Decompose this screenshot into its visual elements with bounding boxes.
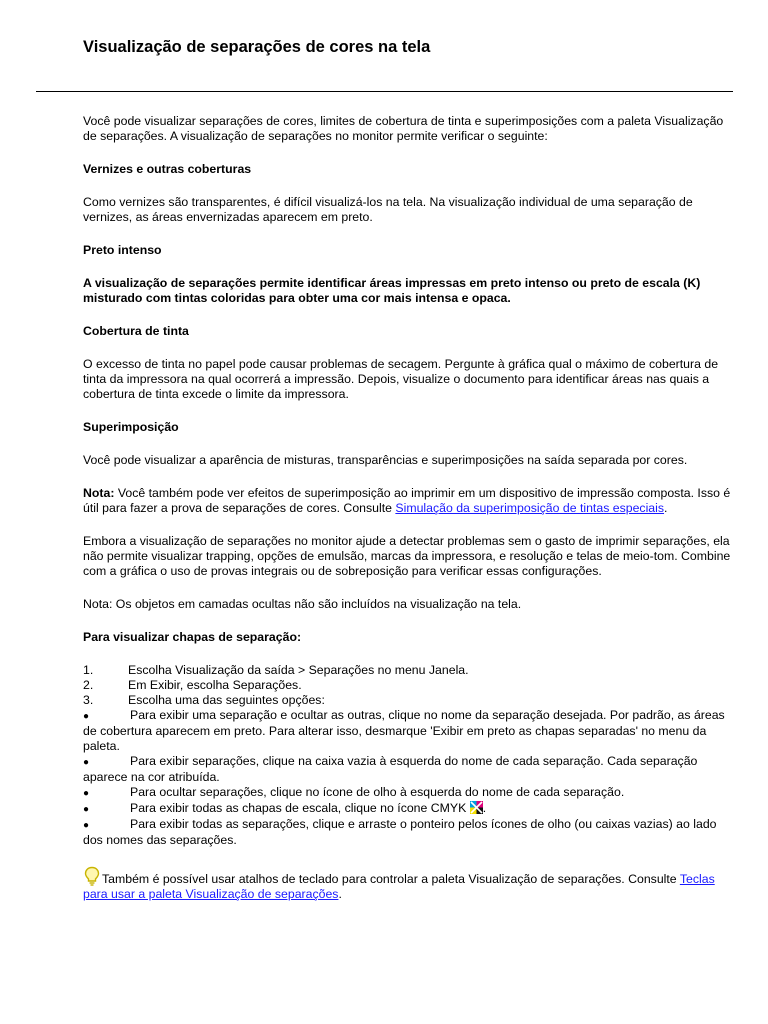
- article-body: [83, 114, 733, 920]
- bullet-item: [83, 785, 733, 801]
- bullet-icon: ●: [83, 757, 90, 768]
- bullet-text: Para exibir separações, clique na caixa vazia à esquerda do nome de cada separação. Cada separação aparece na cor atribuída.: [83, 754, 698, 784]
- note-end: .: [664, 501, 668, 515]
- bullet-text: Para exibir todas as chapas de escala, clique no ícone CMYK: [130, 801, 470, 815]
- bullet-item: [83, 754, 733, 785]
- note-label: Nota:: [83, 486, 115, 500]
- title-divider: [36, 91, 733, 92]
- bullet-icon: ●: [83, 820, 90, 831]
- bullet-end: .: [482, 801, 487, 815]
- section-heading-preto: Preto intenso: [83, 243, 162, 257]
- page-title: Visualização de separações de cores na tela: [83, 38, 431, 56]
- section-text-vernizes: Como vernizes são transparentes, é difícil visualizá-los na tela. Na visualização individual de uma separação de vernizes, as áreas envernizadas aparecem em preto.: [83, 195, 693, 224]
- section-text-preto: A visualização de separações permite identificar áreas impressas em preto intenso ou preto de escala (K) misturado com tintas coloridas para obter uma cor mais intensa e opaca.: [83, 276, 701, 305]
- overprint-simulation-link[interactable]: Simulação da superimposição de tintas especiais: [395, 501, 665, 515]
- step-item: [83, 693, 733, 708]
- step-item: [83, 678, 733, 693]
- lightbulb-icon: [83, 866, 101, 886]
- section-text-superimposicao: Você pode visualizar a aparência de misturas, transparências e superimposições na saída separada por cores.: [83, 453, 688, 467]
- intro-paragraph: Você pode visualizar separações de cores, limites de cobertura de tinta e superimposições com a paleta Visualização de separações. A visualização de separações no monitor permite verificar o seguinte:: [83, 114, 724, 143]
- bullet-item: [83, 708, 733, 754]
- step-item: [83, 663, 733, 678]
- tip-paragraph: [83, 866, 733, 902]
- section-text-cobertura: O excesso de tinta no papel pode causar problemas de secagem. Pergunte à gráfica qual o máximo de cobertura de tinta da impressora na qual ocorrerá a impressão. Depois, visualize o documento para identificar áreas nas quais a cobertura de tinta excede o limite da impressora.: [83, 357, 719, 401]
- step-number: 3.: [83, 693, 94, 707]
- bullet-icon: ●: [83, 804, 90, 815]
- procedure-heading: Para visualizar chapas de separação:: [83, 630, 302, 644]
- section-heading-superimposicao: Superimposição: [83, 420, 179, 434]
- step-text: Em Exibir, escolha Separações.: [128, 678, 302, 692]
- bullet-text: Para exibir todas as separações, clique e arraste o ponteiro pelos ícones de olho (ou caixas vazias) ao lado dos nomes das separações.: [83, 817, 717, 847]
- step-number: 1.: [83, 663, 94, 677]
- tip-end: .: [338, 887, 342, 901]
- note-text: Você também pode ver efeitos de superimposição ao imprimir em um dispositivo de impressão composta. Isso é útil para fazer a prova de separações de cores. Consulte: [83, 486, 731, 515]
- bullet-item: [83, 817, 733, 848]
- cmyk-icon: [470, 801, 483, 814]
- hidden-layers-note: Nota: Os objetos em camadas ocultas não são incluídos na visualização na tela.: [83, 597, 522, 611]
- bullet-icon: ●: [83, 788, 90, 799]
- procedure-list: [83, 663, 733, 848]
- section-heading-vernizes: Vernizes e outras coberturas: [83, 162, 252, 176]
- keyboard-shortcuts-link[interactable]: Teclas para usar a paleta Visualização de separações: [83, 872, 715, 901]
- section-heading-cobertura: Cobertura de tinta: [83, 324, 189, 338]
- step-text: Escolha Visualização da saída > Separações no menu Janela.: [128, 663, 469, 677]
- tip-text: Também é possível usar atalhos de teclado para controlar a paleta Visualização de separações. Consulte: [102, 872, 680, 886]
- note-paragraph: [83, 486, 733, 516]
- step-text: Escolha uma das seguintes opções:: [128, 693, 325, 707]
- bullet-item: [83, 801, 733, 817]
- step-number: 2.: [83, 678, 94, 692]
- limitations-paragraph: Embora a visualização de separações no monitor ajude a detectar problemas sem o gasto de imprimir separações, ela não permite visualizar trapping, opções de emulsão, marcas da impressora, e resolução e telas de meio-tom. Combine com a gráfica o uso de provas integrais ou de sobreposição para verificar essas configurações.: [83, 534, 731, 578]
- bullet-text: Para ocultar separações, clique no ícone de olho à esquerda do nome de cada separação.: [130, 785, 625, 799]
- bullet-text: Para exibir uma separação e ocultar as outras, clique no nome da separação desejada. Por padrão, as áreas de cobertura aparecem em preto. Para alterar isso, desmarque 'Exibir em preto as chapas separadas' no menu da paleta.: [83, 708, 725, 753]
- bullet-icon: ●: [83, 711, 90, 722]
